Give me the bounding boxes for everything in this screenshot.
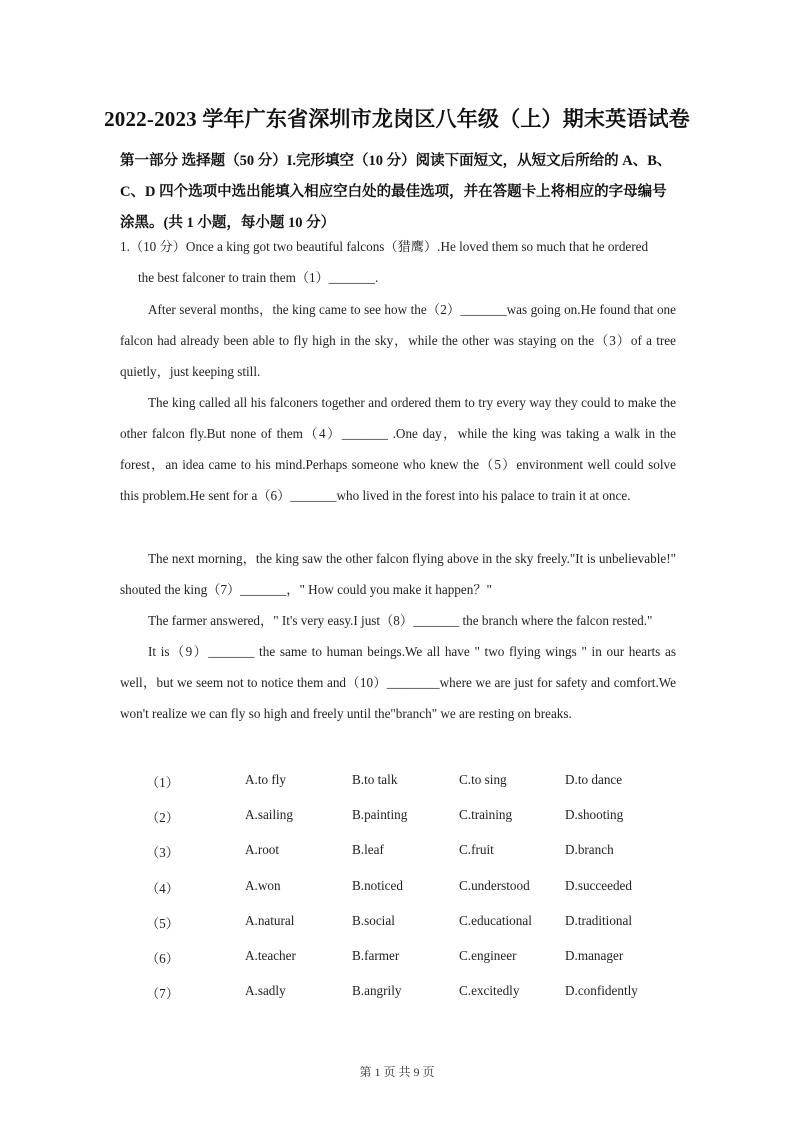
option-c: C.to sing bbox=[459, 772, 507, 787]
option-d: D.to dance bbox=[565, 772, 623, 787]
passage-paragraph-1: After several months，the king came to see how the（2）_______was going on.He found that one falcon had already been able to fly high in the sky，while the other was staying on the（3）of a tree quietly，just keeping still. bbox=[120, 302, 676, 379]
passage-paragraph-5: It is（9）_______ the same to human beings.We all have " two flying wings " in our hearts as well，but we seem not to notice them and（10）________where we are just for safety and comfort.We won't realize we can fly so high and freely until the"branch" we are resting on breaks. bbox=[120, 644, 676, 721]
passage-paragraph-3: The next morning，the king saw the other falcon flying above in the sky freely."It is unbelievable!" shouted the king（7）_______，" How could you make it happen？" bbox=[120, 551, 676, 597]
option-c: C.understood bbox=[459, 877, 530, 893]
section-heading: 第一部分 选择题（50 分）I.完形填空（10 分）阅读下面短文，从短文后所给的 A、B、C、D 四个选项中选出能填入相应空白处的最佳选项，并在答题卡上将相应的字母编号涂黑。(共 1 小题，每小题 10 分） bbox=[120, 153, 672, 231]
option-row bbox=[120, 874, 680, 909]
option-row bbox=[120, 944, 680, 979]
option-row bbox=[120, 979, 680, 1014]
option-b: B.social bbox=[352, 912, 395, 928]
option-a: A.root bbox=[245, 842, 280, 858]
option-row bbox=[120, 838, 680, 873]
question-intro-cont: the best falconer to train them（1）_______. bbox=[138, 270, 379, 285]
option-a: A.sailing bbox=[245, 807, 293, 823]
passage-paragraph-4: The farmer answered，" It's very easy.I just（8）_______ the branch where the falcon rested." bbox=[148, 613, 653, 628]
option-d: D.confidently bbox=[565, 983, 638, 999]
passage-paragraph-2: The king called all his falconers together and ordered them to try every way they could to make the other falcon fly.But none of them（4）_______ .One day，while the king was taking a walk in the forest，an idea came to his mind.Perhaps someone who knew the（5）environment well could solve this problem.He sent for a（6）_______who lived in the forest into his palace to train it at once. bbox=[120, 395, 676, 503]
option-b: B.leaf bbox=[352, 842, 384, 858]
options-table bbox=[120, 768, 680, 1014]
option-d: D.traditional bbox=[565, 912, 633, 928]
option-number: （7） bbox=[146, 986, 179, 1002]
option-b: B.painting bbox=[352, 807, 408, 823]
option-c: C.engineer bbox=[459, 947, 517, 963]
option-number: （4） bbox=[146, 880, 179, 896]
option-d: D.manager bbox=[565, 947, 624, 963]
option-b: B.to talk bbox=[352, 772, 398, 787]
page-title: 2022-2023 学年广东省深圳市龙岗区八年级（上）期末英语试卷 bbox=[104, 107, 690, 131]
option-b: B.farmer bbox=[352, 947, 400, 963]
option-c: C.educational bbox=[459, 912, 532, 928]
option-number: （2） bbox=[146, 810, 179, 826]
option-c: C.training bbox=[459, 807, 513, 823]
option-d: D.branch bbox=[565, 842, 614, 858]
option-number: （1） bbox=[146, 775, 179, 790]
option-number: （3） bbox=[146, 845, 179, 861]
option-row bbox=[120, 768, 680, 803]
option-a: A.teacher bbox=[245, 947, 296, 963]
option-d: D.succeeded bbox=[565, 877, 632, 893]
option-number: （5） bbox=[146, 915, 179, 931]
option-a: A.sadly bbox=[245, 983, 286, 999]
option-c: C.fruit bbox=[459, 842, 494, 858]
option-a: A.to fly bbox=[245, 772, 287, 787]
page-footer: 第 1 页 共 9 页 bbox=[359, 1065, 435, 1079]
option-c: C.excitedly bbox=[459, 983, 520, 999]
option-number: （6） bbox=[146, 950, 179, 966]
option-row bbox=[120, 803, 680, 838]
option-row bbox=[120, 909, 680, 944]
question-intro: 1.（10 分）Once a king got two beautiful falcons（猎鹰）.He loved them so much that he ordered bbox=[120, 239, 649, 254]
option-a: A.won bbox=[245, 877, 281, 893]
option-b: B.noticed bbox=[352, 877, 403, 893]
option-d: D.shooting bbox=[565, 807, 624, 823]
option-b: B.angrily bbox=[352, 983, 402, 999]
option-a: A.natural bbox=[245, 912, 295, 928]
